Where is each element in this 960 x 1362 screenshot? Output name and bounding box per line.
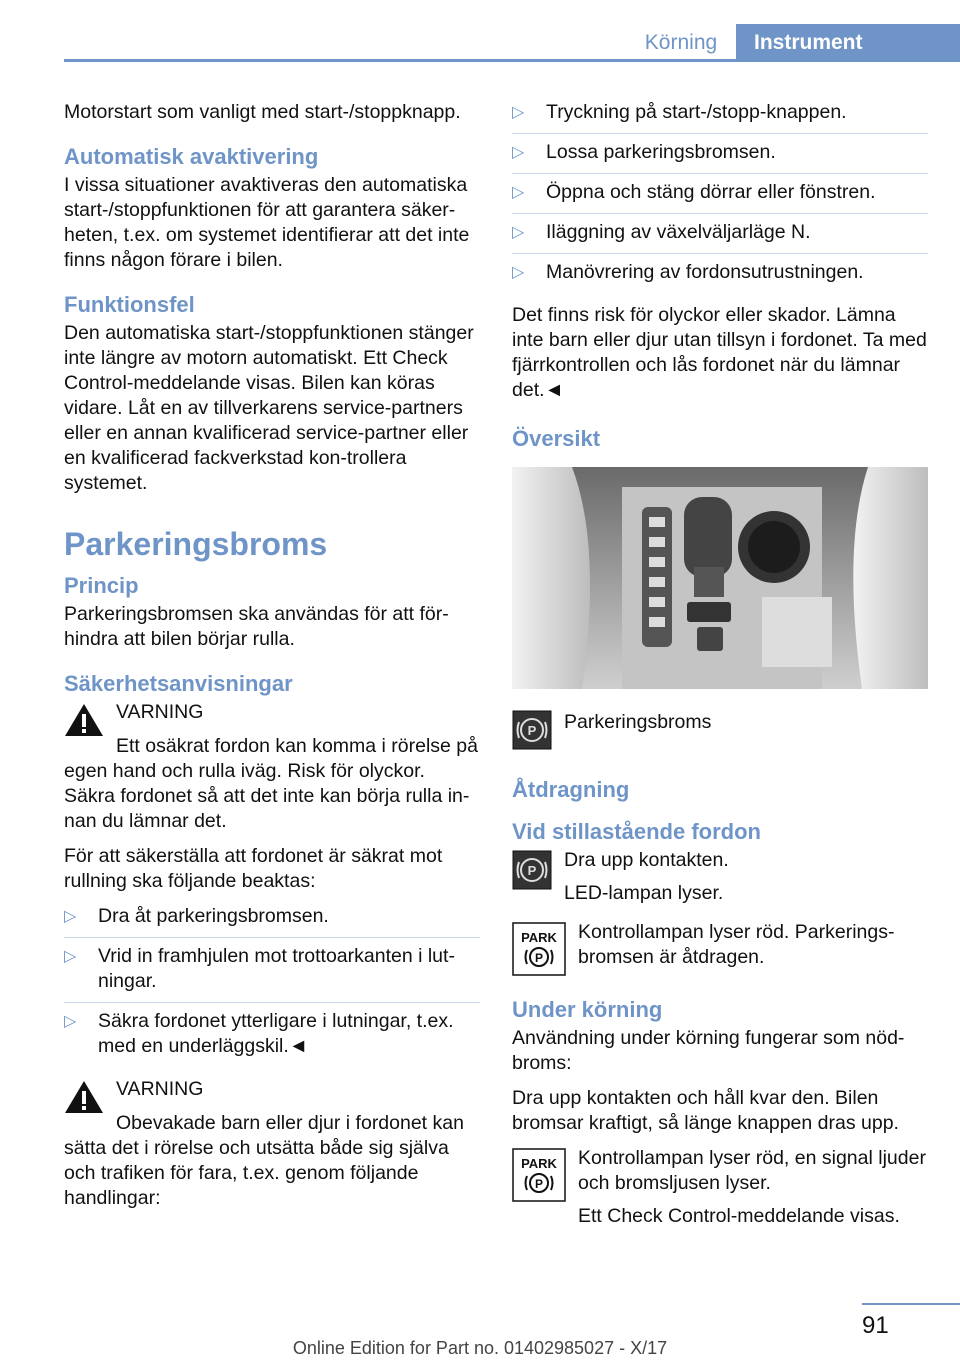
park-text-1: Kontrollampan lyser röd. Parkerings-bromsen är åtdragen.	[578, 921, 895, 968]
svg-text:PARK: PARK	[521, 1156, 557, 1171]
warning-text-2: Obevakade barn eller djur i fordonet kan sätta det i rörelse och utsätta både sig själva och trafiken för fara, t.ex. genom följande handlingar:	[64, 1112, 464, 1209]
list-item: ▷ Öppna och stäng dörrar eller fönstren.	[512, 180, 928, 214]
footer-rule	[862, 1303, 960, 1305]
warning-text-1: Ett osäkrat fordon kan komma i rörelse på egen hand och rulla iväg. Risk för olyckor. Säkra fordonet så att det inte kan börja rulla in-nan du lämnar det.	[64, 735, 478, 832]
warning-block-2	[64, 1077, 480, 1117]
warning-title-1: VARNING	[116, 701, 204, 723]
park-indicator-icon	[512, 1148, 566, 1202]
park-indicator-icon	[512, 922, 566, 976]
heading-atdragning: Åtdragning	[512, 777, 630, 802]
svg-text:PARK: PARK	[521, 930, 557, 945]
heading-automatisk-avaktivering: Automatisk avaktivering	[64, 144, 319, 169]
paragraph-funktionsfel: Den automatiska start-/stoppfunktionen stänger inte längre av motorn automatiskt. Ett Check Control-meddelande visas. Bilen kan köras vidare. Låt en av tillverkarens service-partners eller en annan kvalificerad service-partner eller en kvalificerad fackverkstad kon-trollera systemet.	[64, 322, 474, 494]
left-column	[64, 100, 480, 1221]
list-item: ▷ Manövrering av fordonsutrustningen.	[512, 261, 864, 283]
list-item: ▷ Lossa parkeringsbromsen.	[512, 140, 928, 174]
triangle-bullet-icon: ▷	[512, 184, 525, 201]
triangle-bullet-icon: ▷	[512, 104, 525, 121]
intro-text: Motorstart som vanligt med start-/stoppknapp.	[64, 101, 461, 123]
parking-brake-switch-icon	[512, 850, 552, 890]
tab-korning[interactable]: Körning	[644, 31, 718, 54]
list-item: ▷ Dra åt parkeringsbromsen.	[64, 904, 480, 938]
paragraph-auto: I vissa situationer avaktiveras den automatiska start-/stoppfunktionen för att garantera säker-heten, t.ex. om systemet identifierar att det inte finns någon förare i bilen.	[64, 174, 470, 271]
still-step-1: Dra upp kontakten.	[564, 849, 729, 871]
svg-text:P: P	[534, 951, 544, 965]
icon-row-still	[512, 848, 928, 906]
triangle-bullet-icon: ▷	[512, 224, 525, 241]
heading-funktionsfel: Funktionsfel	[64, 292, 195, 317]
list-item: ▷ Iläggning av växelväljarläge N.	[512, 220, 928, 254]
heading-sakerhetsanvisningar: Säkerhetsanvisningar	[64, 671, 293, 696]
paragraph-under-2: Dra upp kontakten och håll kvar den. Bilen bromsar kraftigt, så länge knappen dras upp.	[512, 1087, 899, 1134]
parking-brake-switch-icon	[512, 710, 552, 750]
triangle-bullet-icon: ▷	[64, 1013, 77, 1030]
still-step-2: LED-lampan lyser.	[564, 882, 724, 904]
paragraph-princip: Parkeringsbromsen ska användas för att för-hindra att bilen börjar rulla.	[64, 603, 449, 650]
list-item: ▷ Säkra fordonet ytterligare i lutningar, t.ex. med en underläggskil.◄	[64, 1010, 454, 1057]
heading-vid-stillastaende: Vid stillastående fordon	[512, 819, 761, 844]
triangle-bullet-icon: ▷	[64, 948, 77, 965]
list-item: ▷ Vrid in framhjulen mot trottoarkanten i lut-ningar.	[64, 944, 480, 1003]
icon-row-park-2	[512, 1146, 928, 1229]
heading-oversikt: Översikt	[512, 426, 601, 451]
heading-princip: Princip	[64, 573, 139, 598]
triangle-bullet-icon: ▷	[512, 144, 525, 161]
right-column	[512, 100, 928, 1239]
svg-text:P: P	[534, 1177, 544, 1191]
park-text-3: Ett Check Control-meddelande visas.	[578, 1205, 900, 1227]
svg-text:P: P	[527, 723, 537, 738]
list-item: ▷ Tryckning på start-/stopp-knappen.	[512, 100, 928, 134]
park-text-2: Kontrollampan lyser röd, en signal ljuder och bromsljusen lyser.	[578, 1147, 926, 1194]
icon-label-parkeringsbroms: Parkeringsbroms	[564, 711, 712, 733]
bullet-list-left	[64, 904, 480, 1067]
center-console-photo	[512, 467, 928, 689]
bullet-list-right	[512, 100, 928, 293]
triangle-bullet-icon: ▷	[512, 264, 525, 281]
paragraph-under-1: Användning under körning fungerar som nöd-broms:	[512, 1027, 905, 1074]
icon-row-parkeringsbroms	[512, 708, 928, 752]
warning-title-2: VARNING	[116, 1078, 204, 1100]
footer-edition: Online Edition for Part no. 01402985027 - X/17	[292, 1338, 668, 1358]
warning-block-1	[64, 700, 480, 740]
paragraph-risk: Det finns risk för olyckor eller skador. Lämna inte barn eller djur utan tillsyn i fordonet. Ta med fjärrkontrollen och lås fordonet när du lämnar det.◄	[512, 304, 927, 401]
icon-row-park-1	[512, 920, 928, 974]
paragraph-sakerhet: För att säkerställa att fordonet är säkrat mot rullning ska följande beaktas:	[64, 845, 443, 892]
heading-parkeringsbroms: Parkeringsbroms	[64, 526, 328, 562]
heading-under-korning: Under körning	[512, 997, 663, 1022]
warning-icon	[64, 1079, 104, 1115]
triangle-bullet-icon: ▷	[64, 908, 77, 925]
warning-icon	[64, 702, 104, 738]
svg-text:P: P	[527, 863, 537, 878]
tab-instrument[interactable]: Instrument	[736, 24, 960, 62]
page-number: 91	[862, 1312, 889, 1339]
